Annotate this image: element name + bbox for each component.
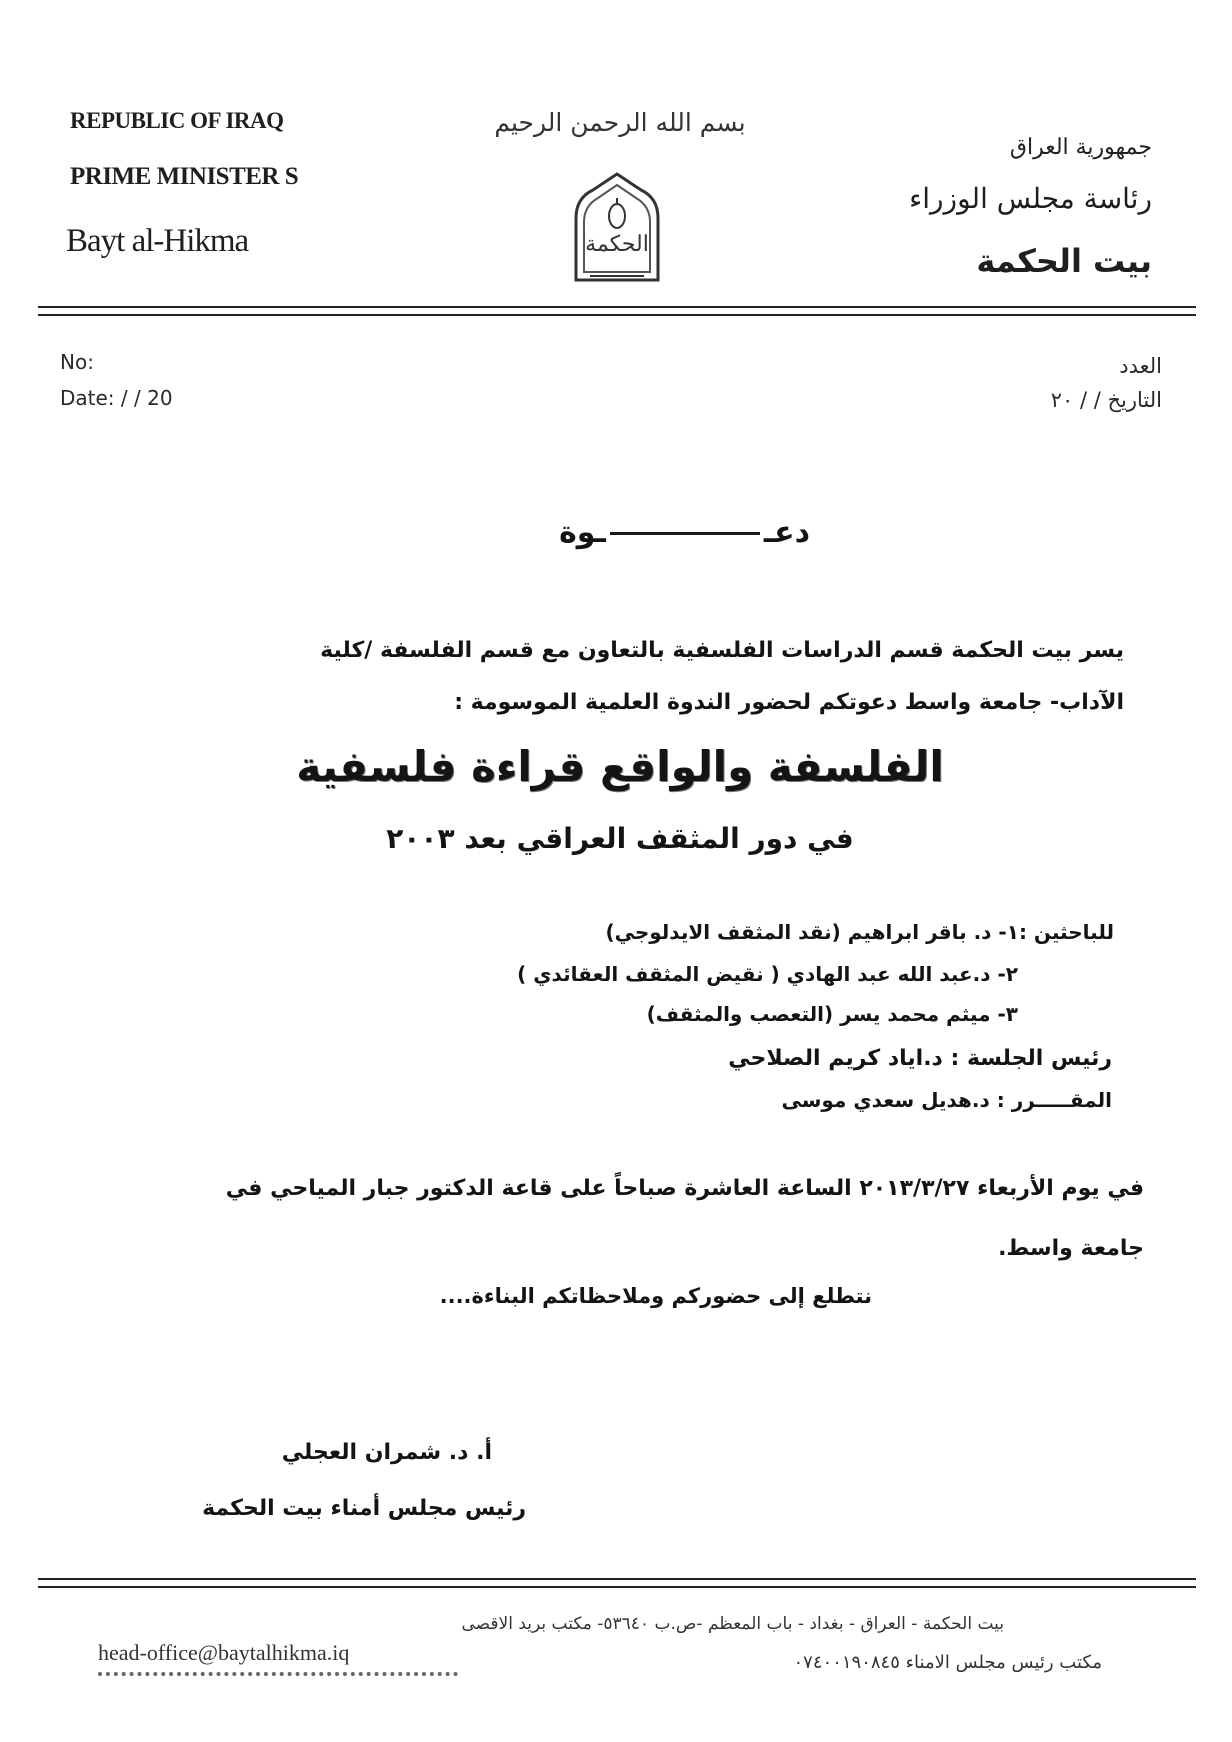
header-ar-bayt-al-hikma: بيت الحكمة: [976, 242, 1152, 280]
intro-line-1: يسر بيت الحكمة قسم الدراسات الفلسفية بالتعاون مع قسم الفلسفة /كلية: [320, 638, 1124, 663]
footer-rule-top: [38, 1578, 1196, 1580]
signatory-position: رئيس مجلس أمناء بيت الحكمة: [202, 1496, 526, 1521]
footer-office: مكتب رئيس مجلس الامناء ٠٧٤٠٠١٩٠٨٤٥: [793, 1652, 1102, 1673]
footer-address: بيت الحكمة - العراق - بغداد - باب المعظم -ص.ب ٥٣٦٤٠- مكتب بريد الاقصى: [461, 1614, 1004, 1634]
invitation-title-start: دعـ: [763, 515, 810, 550]
bayt-al-hikma-emblem-icon: [568, 168, 666, 284]
number-label: No:: [60, 350, 94, 374]
header-ar-council: رئاسة مجلس الوزراء: [909, 182, 1152, 215]
kashida-bar: [610, 532, 760, 535]
header-rule-bottom: [38, 314, 1196, 316]
header-ar-republic: جمهورية العراق: [1009, 135, 1152, 160]
invitation-title-end: ـوة: [559, 515, 606, 550]
event-time-line-2: جامعة واسط.: [998, 1236, 1144, 1261]
footer-email: head-office@baytalhikma.iq: [98, 1640, 350, 1665]
ar-number-label: العدد: [1119, 354, 1162, 378]
date-label: Date: / / 20: [60, 386, 173, 410]
event-time-line-1: في يوم الأربعاء ٢٠١٣/٣/٢٧ الساعة العاشرة صباحاً على قاعة الدكتور جبار المياحي في: [225, 1176, 1144, 1201]
researcher-2: ٢- د.عبد الله عبد الهادي ( نقيض المثقف العقائدي ): [517, 962, 1018, 986]
session-chair: رئيس الجلسة : د.اياد كريم الصلاحي: [728, 1046, 1112, 1071]
header-en-bayt-al-hikma: Bayt al-Hikma: [66, 223, 249, 259]
ar-date-label: التاريخ / / ٢٠: [1050, 388, 1162, 412]
header-en-prime-minister: PRIME MINISTER S: [70, 163, 299, 190]
signatory-name: أ. د. شمران العجلي: [281, 1440, 492, 1465]
footer-cut-line: [98, 1672, 458, 1684]
invitation-title: [440, 515, 810, 550]
intro-line-2: الآداب- جامعة واسط دعوتكم لحضور الندوة العلمية الموسومة :: [454, 690, 1124, 715]
seminar-title: الفلسفة والواقع قراءة فلسفية: [296, 742, 944, 791]
researcher-3: ٣- ميثم محمد يسر (التعصب والمثقف): [646, 1002, 1018, 1026]
header-rule-top: [38, 306, 1196, 308]
closing-line: نتطلع إلى حضوركم وملاحظاتكم البناءة....: [439, 1284, 872, 1308]
footer-rule-bottom: [38, 1586, 1196, 1588]
emblem-text: الحكمة: [585, 232, 649, 257]
session-rapporteur: المقـــــرر : د.هديل سعدي موسى: [781, 1088, 1112, 1112]
basmala: بسم الله الرحمن الرحيم: [494, 108, 746, 137]
header-en-republic: REPUBLIC OF IRAQ: [70, 108, 284, 133]
seminar-subtitle: في دور المثقف العراقي بعد ٢٠٠٣: [386, 822, 854, 855]
researcher-1: للباحثين :١- د. باقر ابراهيم (نقد المثقف الايدلوجي): [605, 920, 1114, 944]
